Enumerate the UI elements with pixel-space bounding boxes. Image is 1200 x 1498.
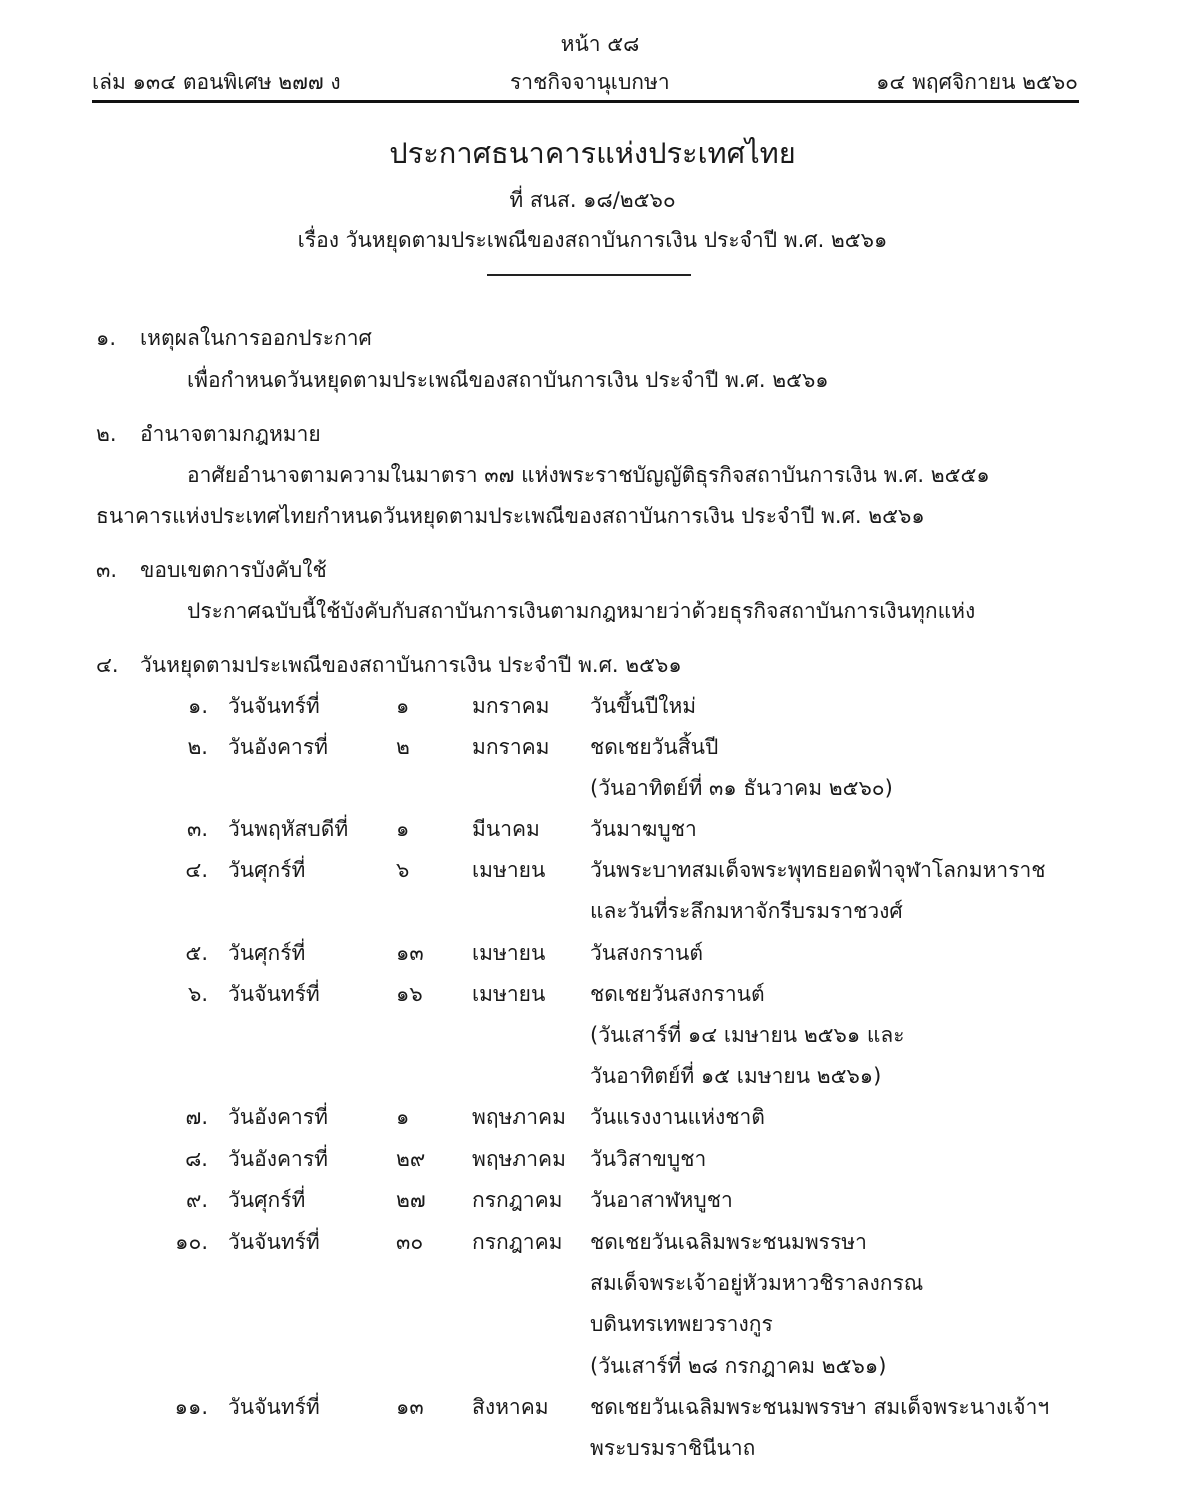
section-body: ประกาศฉบับนี้ใช้บังคับกับสถาบันการเงินตามกฎหมายว่าด้วยธุรกิจสถาบันการเงินทุกแห่ง xyxy=(187,599,976,623)
holiday-description: และวันที่ระลึกมหาจักรีบรมราชวงศ์ xyxy=(590,899,903,923)
announcement-subject: เรื่อง วันหยุดตามประเพณีของสถาบันการเงิน ประจำปี พ.ศ. ๒๕๖๑ xyxy=(297,228,888,252)
holiday-month: กรกฎาคม xyxy=(472,1230,563,1254)
holiday-weekday: วันอังคารที่ xyxy=(228,1147,328,1171)
gazette-header xyxy=(92,66,1078,96)
section-title: อำนาจตามกฎหมาย xyxy=(140,422,321,446)
section-number: ๑. xyxy=(96,326,117,350)
holiday-number: ๘. xyxy=(185,1147,208,1171)
section-body: ธนาคารแห่งประเทศไทยกำหนดวันหยุดตามประเพณีของสถาบันการเงิน ประจำปี พ.ศ. ๒๕๖๑ xyxy=(96,504,925,528)
volume-info: เล่ม ๑๓๔ ตอนพิเศษ ๒๗๗ ง xyxy=(92,70,341,94)
holiday-date: ๖ xyxy=(396,858,410,882)
publication-date: ๑๔ พฤศจิกายน ๒๕๖๐ xyxy=(876,70,1078,94)
holiday-number: ๒. xyxy=(187,735,208,759)
section-number: ๓. xyxy=(96,558,118,582)
holiday-description: ชดเชยวันเฉลิมพระชนมพรรษา สมเด็จพระนางเจ้าฯ xyxy=(590,1395,1050,1419)
section-title: วันหยุดตามประเพณีของสถาบันการเงิน ประจำปี พ.ศ. ๒๕๖๑ xyxy=(140,653,682,677)
holiday-month: มีนาคม xyxy=(472,817,540,841)
holiday-weekday: วันจันทร์ที่ xyxy=(228,1395,320,1419)
holiday-date: ๒๙ xyxy=(396,1147,426,1171)
holiday-weekday: วันจันทร์ที่ xyxy=(228,982,320,1006)
holiday-month: เมษายน xyxy=(472,941,546,965)
holiday-description: (วันเสาร์ที่ ๒๘ กรกฎาคม ๒๕๖๑) xyxy=(590,1354,887,1378)
holiday-number: ๓. xyxy=(186,817,208,841)
holiday-description: วันขึ้นปีใหม่ xyxy=(590,694,697,718)
holiday-description: (วันอาทิตย์ที่ ๓๑ ธันวาคม ๒๕๖๐) xyxy=(590,776,893,800)
holiday-date: ๑ xyxy=(396,694,410,718)
holiday-number: ๑๑. xyxy=(174,1395,208,1419)
holiday-description: วันแรงงานแห่งชาติ xyxy=(590,1105,765,1129)
holiday-weekday: วันอังคารที่ xyxy=(228,735,328,759)
holiday-number: ๙. xyxy=(185,1188,208,1212)
holiday-date: ๑ xyxy=(396,817,410,841)
section-number: ๔. xyxy=(96,653,119,677)
section-body: อาศัยอำนาจตามความในมาตรา ๓๗ แห่งพระราชบัญญัติธุรกิจสถาบันการเงิน พ.ศ. ๒๕๕๑ xyxy=(187,463,990,487)
holiday-month: พฤษภาคม xyxy=(472,1147,566,1171)
holiday-weekday: วันจันทร์ที่ xyxy=(228,694,320,718)
holiday-month: พฤษภาคม xyxy=(472,1105,566,1129)
holiday-number: ๗. xyxy=(185,1105,208,1129)
section-title: ขอบเขตการบังคับใช้ xyxy=(140,558,327,582)
page-number: หน้า ๕๘ xyxy=(560,32,640,56)
holiday-number: ๑. xyxy=(187,694,208,718)
section-body: เพื่อกำหนดวันหยุดตามประเพณีของสถาบันการเงิน ประจำปี พ.ศ. ๒๕๖๑ xyxy=(187,368,829,392)
title-divider xyxy=(487,274,691,276)
holiday-date: ๒๗ xyxy=(396,1188,426,1212)
section-title: เหตุผลในการออกประกาศ xyxy=(140,326,372,350)
holiday-date: ๑๓ xyxy=(396,941,424,965)
holiday-description: สมเด็จพระเจ้าอยู่หัวมหาวชิราลงกรณ xyxy=(590,1271,924,1295)
holiday-month: กรกฎาคม xyxy=(472,1188,563,1212)
holiday-weekday: วันศุกร์ที่ xyxy=(228,1188,306,1212)
holiday-month: มกราคม xyxy=(472,694,550,718)
holiday-description: วันอาสาฬหบูชา xyxy=(590,1188,733,1212)
holiday-number: ๔. xyxy=(185,858,208,882)
holiday-number: ๑๐. xyxy=(175,1230,208,1254)
holiday-date: ๓๐ xyxy=(396,1230,424,1254)
holiday-month: เมษายน xyxy=(472,982,546,1006)
holiday-description: ชดเชยวันสงกรานต์ xyxy=(590,982,765,1006)
holiday-date: ๑ xyxy=(396,1105,410,1129)
announcement-title: ประกาศธนาคารแห่งประเทศไทย xyxy=(389,136,796,170)
holiday-weekday: วันพฤหัสบดีที่ xyxy=(228,817,349,841)
holiday-description: ชดเชยวันเฉลิมพระชนมพรรษา xyxy=(590,1230,867,1254)
holiday-month: สิงหาคม xyxy=(472,1395,549,1419)
holiday-month: เมษายน xyxy=(472,858,546,882)
header-divider xyxy=(92,100,1079,103)
holiday-date: ๒ xyxy=(396,735,410,759)
announcement-reference: ที่ สนส. ๑๘/๒๕๖๐ xyxy=(509,188,676,212)
holiday-month: มกราคม xyxy=(472,735,550,759)
holiday-weekday: วันศุกร์ที่ xyxy=(228,858,306,882)
holiday-description: วันวิสาขบูชา xyxy=(590,1147,707,1171)
publication-name: ราชกิจจานุเบกษา xyxy=(510,70,670,94)
holiday-description: วันมาฆบูชา xyxy=(590,817,697,841)
holiday-date: ๑๓ xyxy=(396,1395,424,1419)
holiday-weekday: วันศุกร์ที่ xyxy=(228,941,306,965)
holiday-description: วันสงกรานต์ xyxy=(590,941,703,965)
holiday-weekday: วันจันทร์ที่ xyxy=(228,1230,320,1254)
holiday-weekday: วันอังคารที่ xyxy=(228,1105,328,1129)
holiday-description: (วันเสาร์ที่ ๑๔ เมษายน ๒๕๖๑ และ xyxy=(590,1023,905,1047)
holiday-description: วันพระบาทสมเด็จพระพุทธยอดฟ้าจุฬาโลกมหาราช xyxy=(590,858,1046,882)
holiday-number: ๖. xyxy=(187,982,208,1006)
holiday-number: ๕. xyxy=(185,941,208,965)
holiday-description: บดินทรเทพยวรางกูร xyxy=(590,1312,773,1336)
section-number: ๒. xyxy=(96,422,117,446)
holiday-date: ๑๖ xyxy=(396,982,423,1006)
holiday-description: พระบรมราชินีนาถ xyxy=(590,1436,756,1460)
holiday-description: ชดเชยวันสิ้นปี xyxy=(590,735,719,759)
holiday-description: วันอาทิตย์ที่ ๑๕ เมษายน ๒๕๖๑) xyxy=(590,1064,882,1088)
